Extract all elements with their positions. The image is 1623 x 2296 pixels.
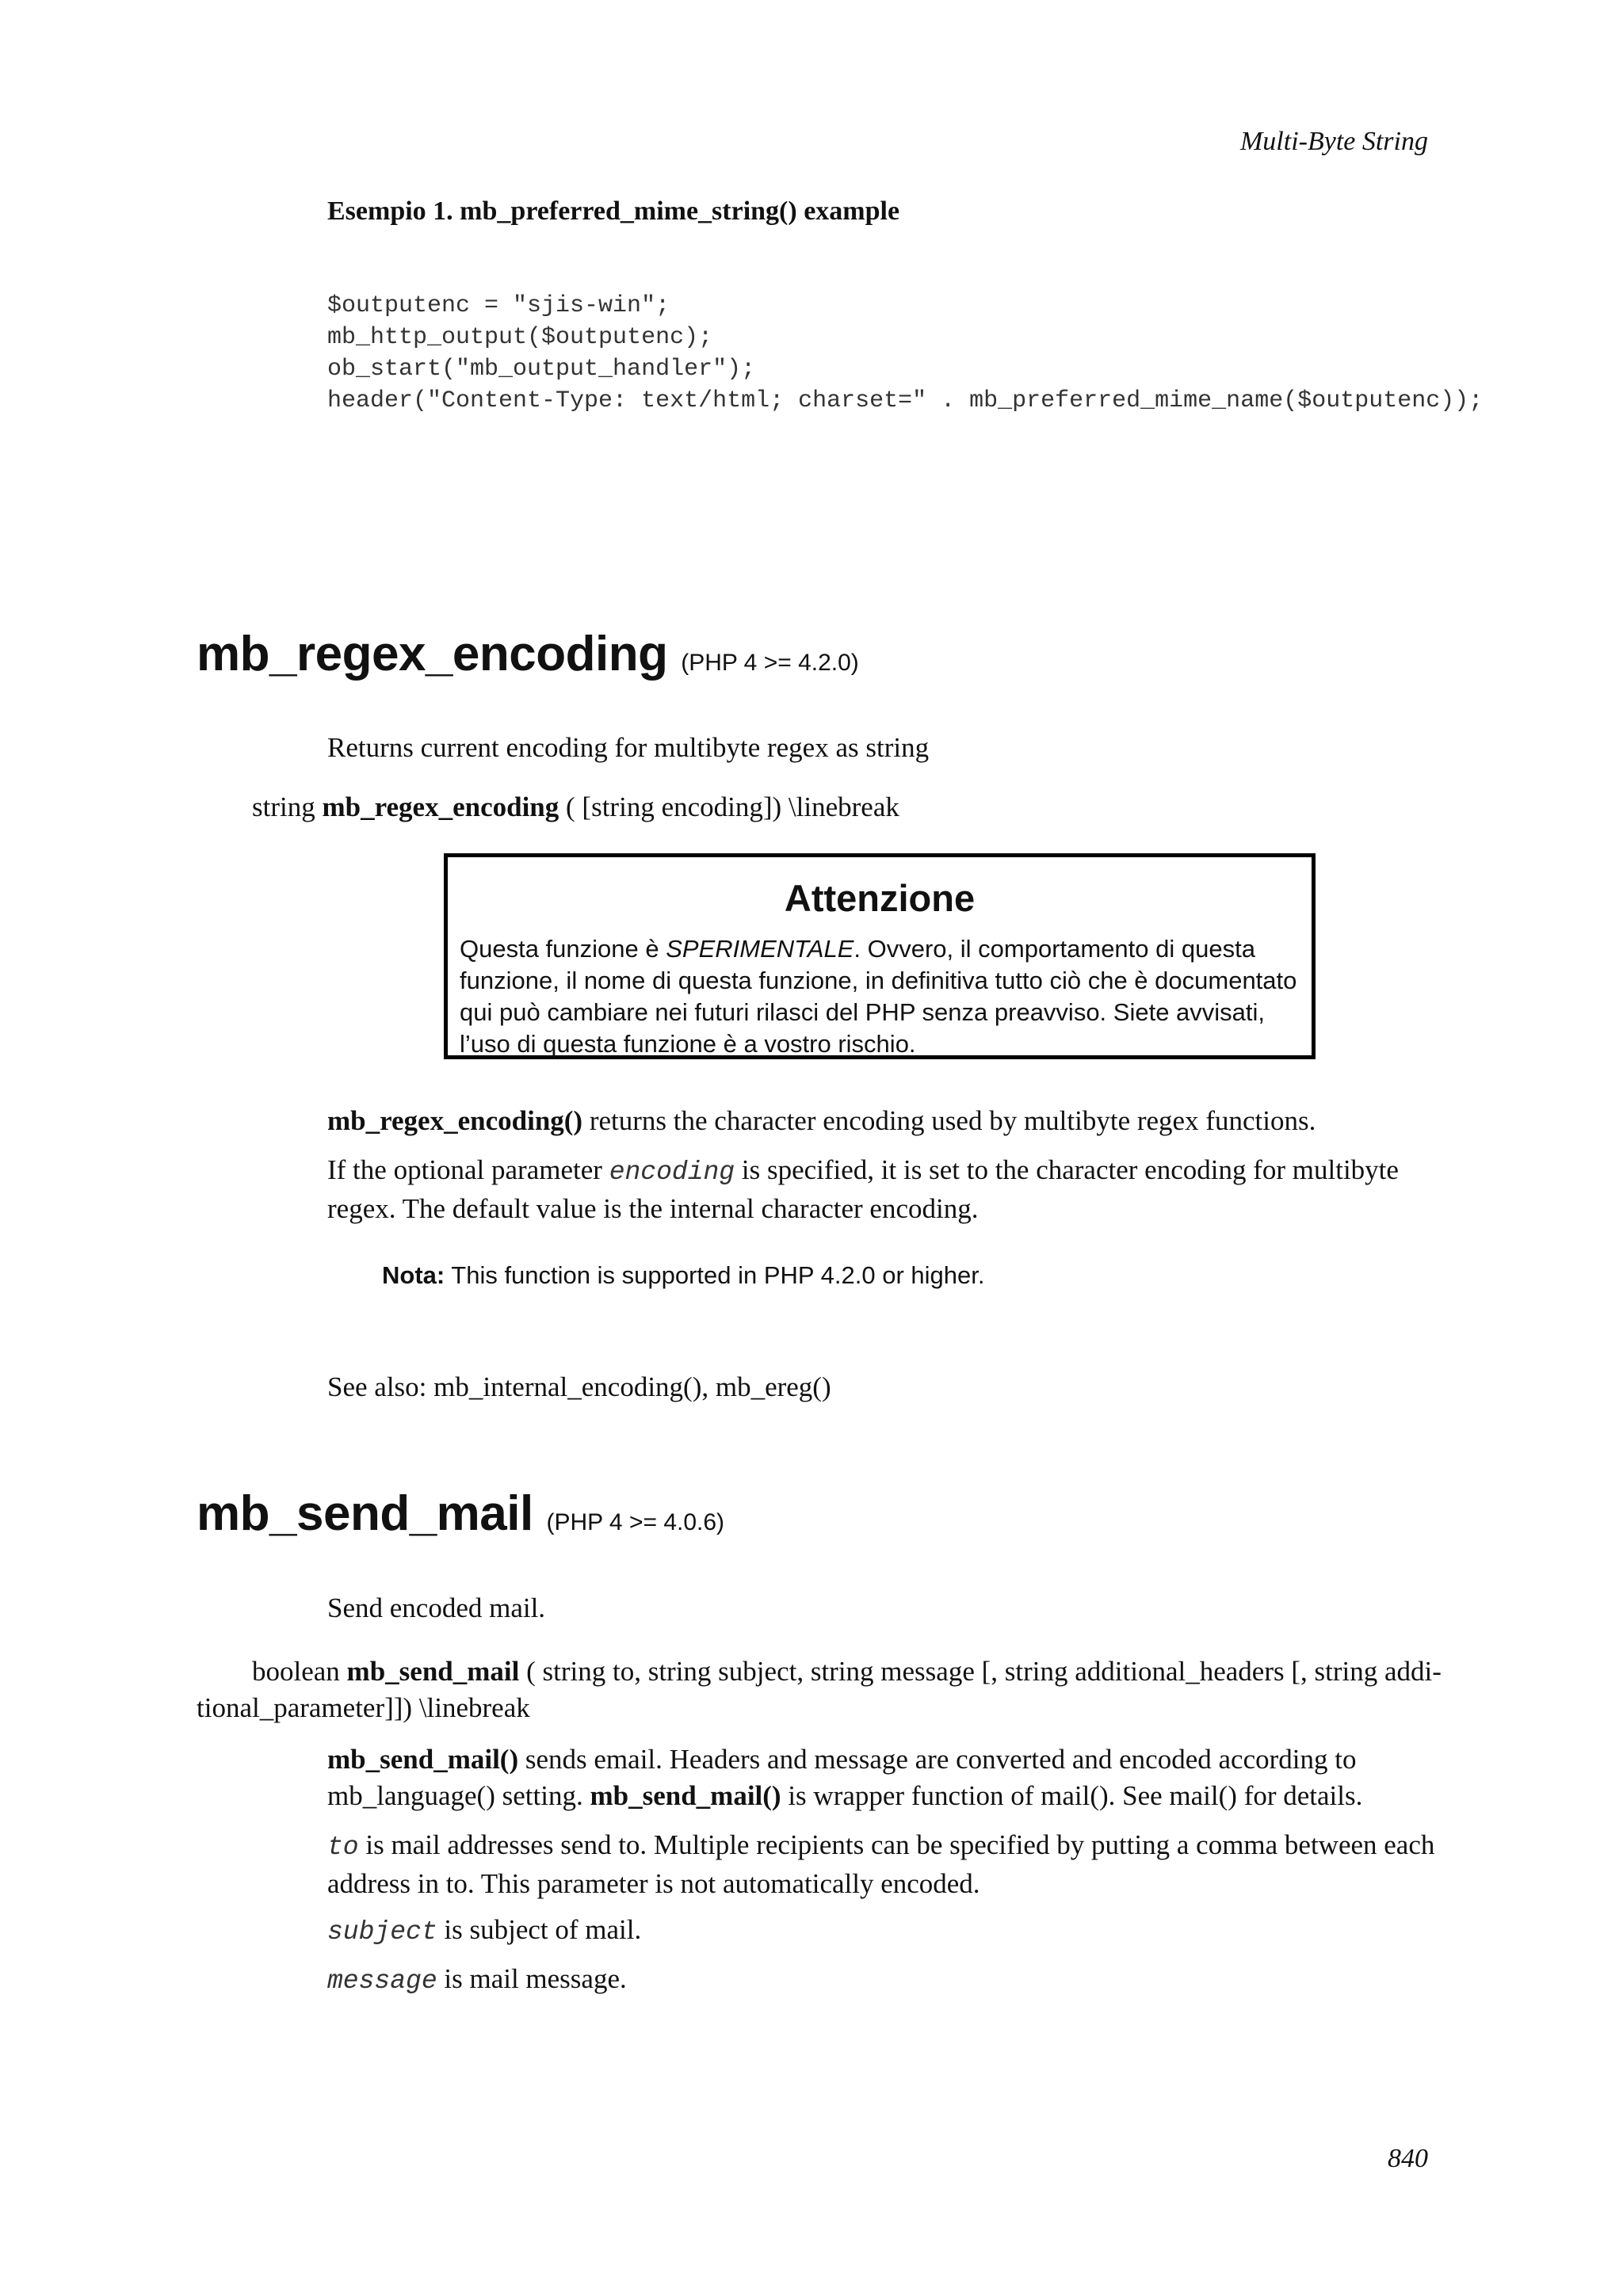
parameter-paragraph <box>327 1961 1437 2000</box>
function-title <box>197 1486 724 1542</box>
function-name: mb_regex_encoding <box>197 627 668 681</box>
warning-text-part: . Ovvero, il comportamento di questa funzione, il nome di questa funzione, in definitiva tutto ciò che è documentato qui può cambiare nei futuri rilasci del PHP senza preavviso. Siete avvisati, l’uso di questa funzione è a vostro rischio. <box>460 935 1297 1058</box>
warning-box <box>444 853 1316 1059</box>
paragraph-text: is wrapper function of mail(). See mail() for details. <box>781 1780 1363 1811</box>
function-reference: mb_send_mail() <box>590 1780 781 1811</box>
function-version: (PHP 4 >= 4.2.0) <box>681 650 859 676</box>
synopsis-return-type: string <box>252 791 315 822</box>
synopsis-function: mb_send_mail <box>346 1656 520 1687</box>
paragraph-text: is subject of mail. <box>437 1914 642 1945</box>
description-paragraph <box>327 1103 1437 1139</box>
description-paragraph <box>327 1741 1437 1814</box>
function-synopsis <box>252 791 899 823</box>
function-synopsis-continued: tional_parameter]]) \linebreak <box>197 1692 530 1723</box>
warning-text <box>460 933 1300 1060</box>
code-line: $outputenc = "sjis-win"; <box>327 292 670 319</box>
see-also: See also: mb_internal_encoding(), mb_ereg() <box>327 1371 831 1402</box>
function-version: (PHP 4 >= 4.0.6) <box>546 1509 725 1535</box>
warning-text-part: Questa funzione è <box>460 935 666 963</box>
warning-emphasis: SPERIMENTALE <box>666 935 854 963</box>
function-purpose: Returns current encoding for multibyte regex as string <box>327 732 930 763</box>
paragraph-text: sends email. Headers and message are converted and encoded according to mb_language() setting. <box>327 1744 1357 1811</box>
parameter-paragraph <box>327 1912 1437 1951</box>
synopsis-function: mb_regex_encoding <box>322 791 559 822</box>
paragraph-text: is mail addresses send to. Multiple recipients can be specified by putting a comma between each address in to. This parameter is not automatically encoded. <box>327 1829 1435 1899</box>
function-reference: mb_regex_encoding() <box>327 1105 583 1136</box>
synopsis-args: ( string to, string subject, string message [, string additional_headers [, string addi- <box>519 1656 1442 1687</box>
function-title <box>197 626 859 682</box>
function-purpose: Send encoded mail. <box>327 1592 546 1623</box>
page-number: 840 <box>1388 2144 1428 2173</box>
synopsis-args: ( [string encoding]) \linebreak <box>566 791 899 822</box>
paragraph-text: is mail message. <box>437 1963 627 1994</box>
synopsis-return-type: boolean <box>252 1656 340 1687</box>
function-reference: mb_send_mail() <box>327 1744 519 1775</box>
code-line: header("Content-Type: text/html; charset=" . mb_preferred_mime_name($outputenc)); <box>327 387 1484 414</box>
function-name: mb_send_mail <box>197 1486 533 1541</box>
parameter-name: subject <box>327 1917 437 1947</box>
code-example <box>327 290 1483 417</box>
note-text: This function is supported in PHP 4.2.0 or higher. <box>445 1261 985 1289</box>
function-synopsis <box>252 1656 1442 1688</box>
warning-title: Attenzione <box>784 877 976 919</box>
paragraph-text: If the optional parameter <box>327 1154 609 1185</box>
code-line: mb_http_output($outputenc); <box>327 324 713 351</box>
code-line: ob_start("mb_output_handler"); <box>327 356 756 383</box>
description-paragraph <box>327 1152 1437 1227</box>
paragraph-text: is specified, it is set to the character encoding for multibyte regex. The default value is the internal character encoding. <box>327 1154 1399 1224</box>
parameter-name: encoding <box>609 1158 735 1187</box>
parameter-name: to <box>327 1833 359 1862</box>
parameter-paragraph <box>327 1827 1437 1902</box>
parameter-name: message <box>327 1966 437 1996</box>
paragraph-text: returns the character encoding used by multibyte regex functions. <box>582 1105 1316 1136</box>
running-header: Multi-Byte String <box>1239 127 1428 156</box>
note <box>382 1261 984 1290</box>
note-label: Nota: <box>382 1261 445 1289</box>
example-title: Esempio 1. mb_preferred_mime_string() example <box>327 196 900 226</box>
